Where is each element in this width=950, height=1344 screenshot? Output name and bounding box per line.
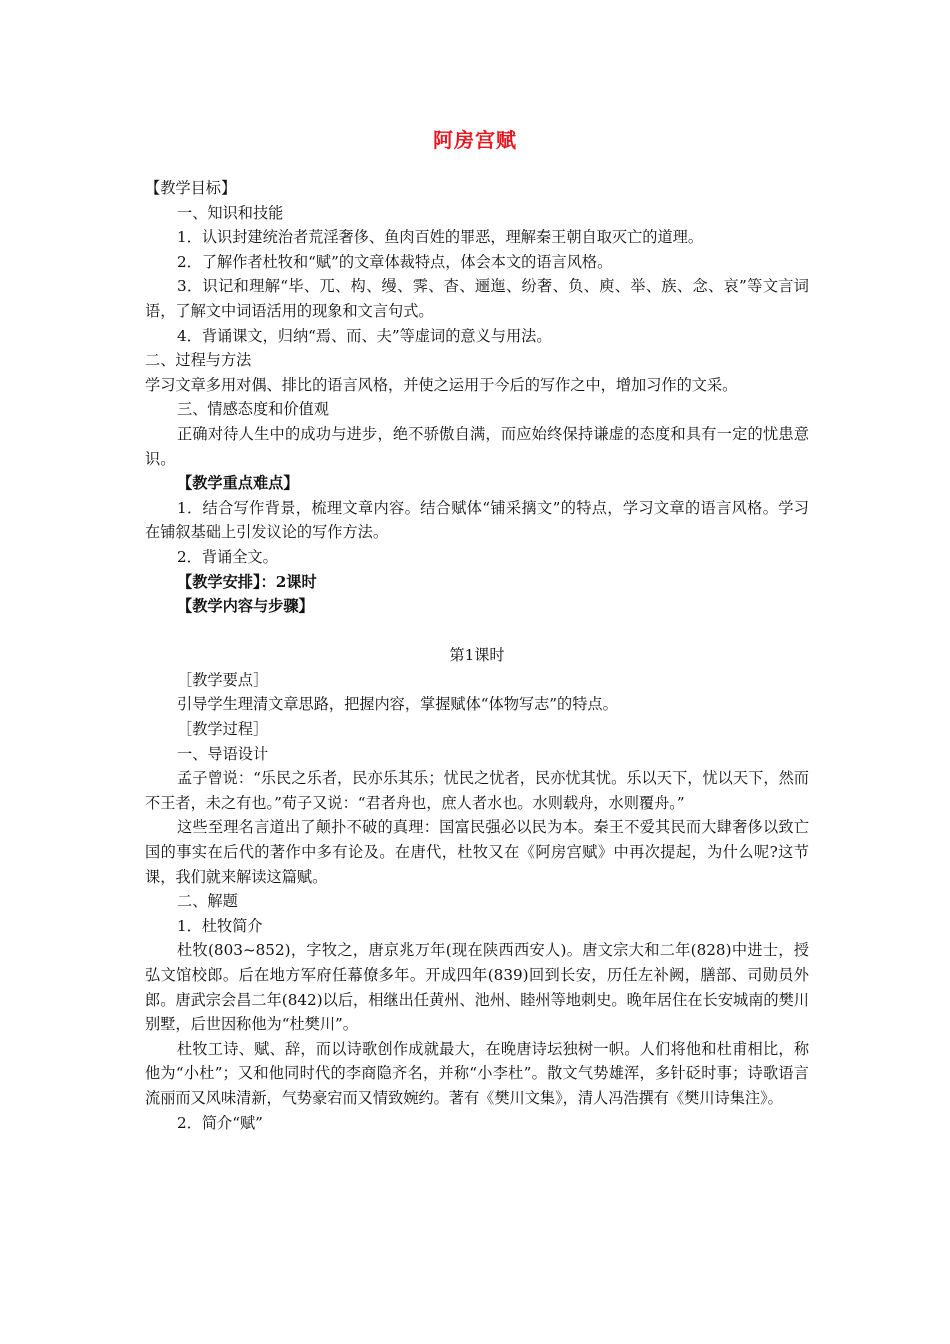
subheading-knowledge: 一、知识和技能 [177, 203, 284, 222]
section-heading-goals: 【教学目标】 [145, 179, 237, 197]
paragraph: 正确对待人生中的成功与进步，绝不骄傲自满，而应始终保持谦虚的态度和具有一定的忧患意识。 [145, 424, 809, 468]
paragraph: 杜牧(803~852)，字牧之，唐京兆万年(现在陕西西安人)。唐文宗大和二年(828)中进士，授弘文馆校郎。后在地方军府任幕僚多年。开成四年(839)回到长安，历任左补阙，膳部、司勋员外郎。唐武宗会昌二年(842)以后，相继出任黄州、池州、睦州等地刺史。晚年居住在长安城南的樊川别墅，后世因称他为“杜樊川”。 [145, 941, 809, 1034]
subheading-process: 二、过程与方法 [145, 351, 252, 370]
paragraph: 孟子曾说：“乐民之乐者，民亦乐其乐；忧民之忧者，民亦忧其忧。乐以天下，忧以天下，然而不王者，未之有也。”荀子又说：“君者舟也，庶人者水也。水则载舟，水则覆舟。” [145, 769, 809, 812]
subheading-title-explanation: 二、解题 [177, 892, 238, 911]
paragraph: 杜牧工诗、赋、辞，而以诗歌创作成就最大，在晚唐诗坛独树一帜。人们将他和杜甫相比，称他为“小杜”；又和他同时代的李商隐齐名，并称“小李杜”。散文气势雄浑，多针砭时事；诗歌语言流丽而又风味清新，气势豪宕而又情致婉约。著有《樊川文集》，清人冯浩撰有《樊川诗集注》。 [145, 1039, 809, 1107]
subheading-fu: 2．简介“赋” [177, 1113, 263, 1132]
paragraph: 4．背诵课文，归纳“焉、而、夫”等虚词的意义与用法。 [177, 326, 552, 345]
paragraph: 1．结合写作背景，梳理文章内容。结合赋体“铺采摛文”的特点，学习文章的语言风格。学习在铺叙基础上引发议论的写作方法。 [145, 498, 809, 542]
paragraph: 2．了解作者杜牧和“赋”的文章体裁特点，体会本文的语言风格。 [177, 252, 613, 271]
section-heading-schedule: 【教学安排】：2课时 [177, 572, 317, 591]
paragraph: 2．背诵全文。 [177, 547, 278, 566]
paragraph: 3．识记和理解“毕、兀、构、缦、霁、杳、逦迤、纷奢、负、庾、举、族、念、哀”等文言词语，了解文中词语活用的现象和文言句式。 [145, 277, 809, 320]
subheading-lesson-process: ［教学过程］ [177, 720, 269, 739]
paragraph: 这些至理名言道出了颠扑不破的真理：国富民强必以民为本。秦王不爱其民而大肆奢侈以致亡国的事实在后代的著作中多有论及。在唐代，杜牧又在《阿房宫赋》中再次提起，为什么呢?这节课，我们就来解读这篇赋。 [145, 818, 809, 886]
spacer [145, 619, 809, 644]
lesson-title: 第1课时 [449, 646, 505, 665]
subheading-intro: 一、导语设计 [177, 744, 269, 763]
paragraph: 引导学生理清文章思路，把握内容，掌握赋体“体物写志”的特点。 [177, 695, 618, 714]
section-heading-key-points: 【教学重点难点】 [177, 474, 299, 493]
paragraph: 学习文章多用对偶、排比的语言风格，并使之运用于今后的写作之中，增加习作的文采。 [145, 375, 738, 394]
paragraph: 1．认识封建统治者荒淫奢侈、鱼肉百姓的罪恶，理解秦王朝自取灭亡的道理。 [177, 228, 704, 247]
document-body [145, 176, 809, 1135]
subheading-lesson-points: ［教学要点］ [177, 670, 269, 689]
subheading-author: 1．杜牧简介 [177, 916, 263, 935]
section-heading-steps: 【教学内容与步骤】 [177, 597, 314, 616]
document-title: 阿房宫赋 [433, 128, 517, 152]
subheading-values: 三、情感态度和价值观 [177, 400, 329, 419]
